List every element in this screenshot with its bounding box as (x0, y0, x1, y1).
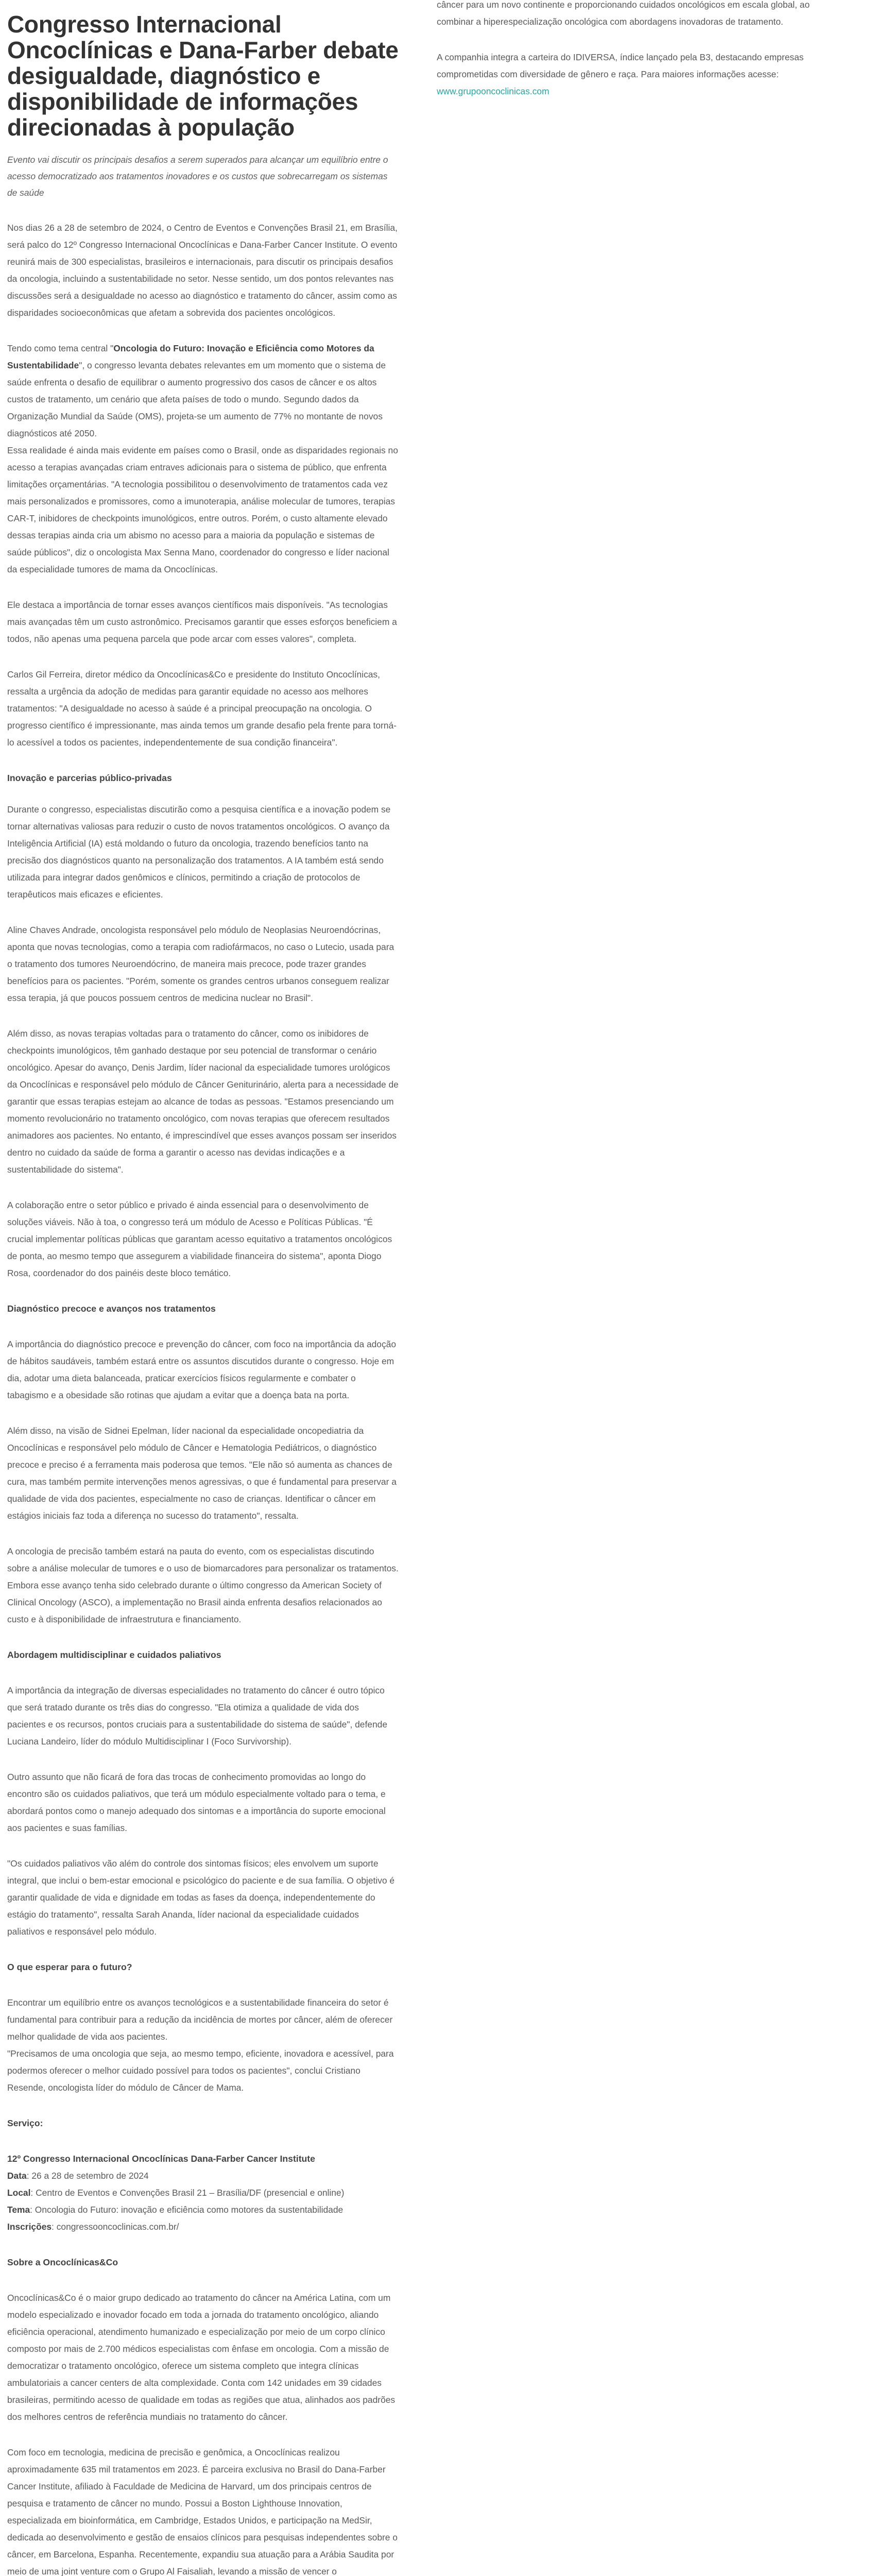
paragraph: Durante o congresso, especialistas discutirão como a pesquisa científica e a inovação podem se tornar alternativas valiosas para reduzir o custo de novos tratamentos oncológicos. O avanço da Inteligência Artificial (IA) está moldando o futuro da oncologia, trazendo benefícios tanto na precisão dos diagnósticos quanto na personalização dos tratamentos. A IA também está sendo utilizada para integrar dados genômicos e clínicos, permitindo a criação de protocolos de terapêuticos mais eficazes e eficientes. (7, 804, 391, 900)
section-heading: Diagnóstico precoce e avanços nos tratamentos (7, 1303, 216, 1314)
section-heading: Abordagem multidisciplinar e cuidados paliativos (7, 1650, 221, 1660)
event-date: Data: 26 a 28 de setembro de 2024 (7, 2171, 149, 2181)
event-theme: Tema: Oncologia do Futuro: inovação e eficiência como motores da sustentabilidade (7, 2205, 344, 2215)
paragraph: A companhia integra a carteira do IDIVERSA, índice lançado pela B3, destacando empresas comprometidas com diversidade de gênero e raça. Para maiores informações acesse: www.grupooncoclinicas.com (437, 52, 804, 96)
event-name: 12º Congresso Internacional Oncoclínicas Dana-Farber Cancer Institute (7, 2154, 315, 2164)
event-location: Local: Centro de Eventos e Convenções Brasil 21 – Brasília/DF (presencial e online) (7, 2188, 345, 2198)
paragraph: A oncologia de precisão também estará na pauta do evento, com os especialistas discutindo sobre a análise molecular de tumores e o uso de biomarcadores para personalizar os tratamentos. Embora esse avanço tenha sido celebrado durante o último congresso da American Society of Clinical Oncology (ASCO), a implementação no Brasil ainda enfrenta desafios relacionados ao custo e à disponibilidade de infraestrutura e financiamento. (7, 1546, 399, 1624)
section-heading: Sobre a Oncoclínicas&Co (7, 2257, 118, 2267)
service-info (7, 2150, 399, 2235)
paragraph: Oncoclínicas&Co é o maior grupo dedicado ao tratamento do câncer na América Latina, com um modelo especializado e inovador focado em toda a jornada do tratamento oncológico, aliando eficiência operacional, atendimento humanizado e especialização por meio de um corpo clínico composto por mais de 2.700 médicos especialistas com ênfase em oncologia. Com a missão de democratizar o tratamento oncológico, oferece um sistema completo que integra clínicas ambulatoriais a cancer centers de alta complexidade. Conta com 142 unidades em 39 cidades brasileiras, permitindo acesso de qualidade em todas as regiões que atua, alinhados aos padrões dos melhores centros de referência mundiais no tratamento do câncer. (7, 2293, 396, 2422)
paragraph: Carlos Gil Ferreira, diretor médico da Oncoclínicas&Co e presidente do Instituto Oncoclínicas, ressalta a urgência da adoção de medidas para garantir equidade no acesso aos melhores tratamentos: "A desigualdade no acesso à saúde é a principal preocupação na oncologia. O progresso científico é impressionante, mas ainda temos um grande desafio pela frente para torná-lo acessível a todos os pacientes, independentemente de sua condição financeira". (7, 669, 397, 748)
paragraph: câncer para um novo continente e proporcionando cuidados oncológicos em escala global, ao combinar a hiperespecialização oncológica com abordagens inovadoras de tratamento. (437, 0, 810, 27)
paragraph: Ele destaca a importância de tornar esses avanços científicos mais disponíveis. "As tecnologias mais avançadas têm um custo astronômico. Precisamos garantir que esses esforços beneficiem a todos, não apenas uma pequena parcela que pode arcar com esses valores", completa. (7, 600, 397, 644)
section-heading: O que esperar para o futuro? (7, 1962, 132, 1972)
paragraph: A colaboração entre o setor público e privado é ainda essencial para o desenvolvimento de soluções viáveis. Não à toa, o congresso terá um módulo de Acesso e Políticas Públicas. "É crucial implementar políticas públicas que garantam acesso equitativo a tratamentos oncológicos de ponta, ao mesmo tempo que assegurem a viabilidade financeira do sistema", aponta Diogo Rosa, coordenador do dos painéis deste bloco temático. (7, 1200, 392, 1278)
paragraph: "Os cuidados paliativos vão além do controle dos sintomas físicos; eles envolvem um suporte integral, que inclui o bem-estar emocional e psicológico do paciente e de sua família. O objetivo é garantir qualidade de vida e dignidade em todas as fases da doença, independentemente do estágio do tratamento", ressalta Sarah Ananda, líder nacional da especialidade cuidados paliativos e responsável pelo módulo. (7, 1858, 395, 1937)
paragraph: Tendo como tema central "Oncologia do Futuro: Inovação e Eficiência como Motores da Sustentabilidade", o congresso levanta debates relevantes em um momento que o sistema de saúde enfrenta o desafio de equilibrar o aumento progressivo dos casos de câncer e os altos custos de tratamento, um cenário que afeta países de todo o mundo. Segundo dados da Organização Mundial da Saúde (OMS), projeta-se um aumento de 77% no montante de novos diagnósticos até 2050. (7, 343, 386, 438)
section-heading: Serviço: (7, 2118, 43, 2128)
event-registration: Inscrições: congressooncoclinicas.com.br/ (7, 2222, 179, 2232)
central-theme: Oncologia do Futuro: Inovação e Eficiência como Motores da Sustentabilidade (7, 343, 374, 370)
article-right-column (437, 0, 833, 100)
paragraph: Além disso, na visão de Sidnei Epelman, líder nacional da especialidade oncopediatria da Oncoclínicas e responsável pelo módulo de Câncer e Hematologia Pediátricos, o diagnóstico precoce e preciso é a ferramenta mais poderosa que temos. "Ele não só aumenta as chances de cura, mas também permite intervenções menos agressivas, o que é fundamental para preservar a qualidade de vida dos pacientes, especialmente no caso de crianças. Identificar o câncer em estágios iniciais faz toda a diferença no sucesso do tratamento", ressalta. (7, 1426, 397, 1521)
article-lead: Evento vai discutir os principais desafios a serem superados para alcançar um equilíbrio entre o acesso democratizado aos tratamentos inovadores e os custos que sobrecarregam os sistemas de saúde (7, 155, 388, 198)
paragraph: Com foco em tecnologia, medicina de precisão e genômica, a Oncoclínicas realizou aproximadamente 635 mil tratamentos em 2023. É parceira exclusiva no Brasil do Dana-Farber Cancer Institute, afiliado à Faculdade de Medicina de Harvard, um dos principais centros de pesquisa e tratamento de câncer no mundo. Possui a Boston Lighthouse Innovation, especializada em bioinformática, em Cambridge, Estados Unidos, e participação na MedSir, dedicada ao desenvolvimento e gestão de ensaios clínicos para pesquisas independentes sobre o câncer, em Barcelona, Espanha. Recentemente, expandiu sua atuação para a Arábia Saudita por meio de uma joint venture com o Grupo Al Faisaliah, levando a missão de vencer o (7, 2447, 398, 2576)
paragraph: Essa realidade é ainda mais evidente em países como o Brasil, onde as disparidades regionais no acesso a terapias avançadas criam entraves adicionais para o sistema de público, que enfrenta limitações orçamentárias. "A tecnologia possibilitou o desenvolvimento de tratamentos cada vez mais personalizados e promissores, como a imunoterapia, análise molecular de tumores, terapias CAR-T, inibidores de checkpoints imunológicos, entre outros. Porém, o custo altamente elevado dessas terapias ainda cria um abismo no acesso para a maioria da população e sistemas de saúde públicos", diz o oncologista Max Senna Mano, coordenador do congresso e líder nacional da especialidade tumores de mama da Oncoclínicas. (7, 445, 398, 574)
section-heading: Inovação e parcerias público-privadas (7, 773, 172, 783)
paragraph: Nos dias 26 a 28 de setembro de 2024, o Centro de Eventos e Convenções Brasil 21, em Brasília, será palco do 12º Congresso Internacional Oncoclínicas e Dana-Farber Cancer Institute. O evento reunirá mais de 300 especialistas, brasileiros e internacionais, para discutir os principais desafios da oncologia, incluindo a sustentabilidade no setor. Nesse sentido, um dos pontos relevantes nas discussões será a desigualdade no acesso ao diagnóstico e tratamento do câncer, assim como as disparidades socioeconômicas que afetam a sobrevida dos pacientes oncológicos. (7, 223, 398, 318)
paragraph: Aline Chaves Andrade, oncologista responsável pelo módulo de Neoplasias Neuroendócrinas, aponta que novas tecnologias, como a terapia com radiofármacos, no caso o Lutecio, usada para o tratamento dos tumores Neuroendócrino, de maneira mais precoce, pode trazer grandes benefícios para os pacientes. "Porém, somente os grandes centros urbanos conseguem realizar essa terapia, já que poucos possuem centros de medicina nuclear no Brasil". (7, 925, 394, 1003)
paragraph: Além disso, as novas terapias voltadas para o tratamento do câncer, como os inibidores de checkpoints imunológicos, têm ganhado destaque por seu potencial de transformar o cenário oncológico. Apesar do avanço, Denis Jardim, líder nacional da especialidade tumores urológicos da Oncoclínicas e responsável pelo módulo de Câncer Geniturinário, alerta para a necessidade de garantir que essas terapias estejam ao alcance de todas as pessoas. "Estamos presenciando um momento revolucionário no tratamento oncológico, com novas terapias que oferecem resultados animadores aos pacientes. No entanto, é imprescindível que esses avanços possam ser inseridos dentro no cuidado da saúde de forma a garantir o acesso nas devidas indicações e a sustentabilidade do sistema". (7, 1028, 399, 1175)
paragraph: Encontrar um equilíbrio entre os avanços tecnológicos e a sustentabilidade financeira do setor é fundamental para contribuir para a redução da incidência de mortes por câncer, além de oferecer melhor qualidade de vida aos pacientes. (7, 1997, 393, 2042)
company-website-link[interactable]: www.grupooncoclinicas.com (437, 86, 550, 96)
paragraph: A importância da integração de diversas especialidades no tratamento do câncer é outro tópico que será tratado durante os três dias do congresso. "Ela otimiza a qualidade de vida dos pacientes e os recursos, pontos cruciais para a sustentabilidade do sistema de saúde", defende Luciana Landeiro, líder do módulo Multidisciplinar I (Foco Survivorship). (7, 1685, 387, 1747)
article-left-column (7, 0, 399, 2576)
paragraph: A importância do diagnóstico precoce e prevenção do câncer, com foco na importância da adoção de hábitos saudáveis, também estará entre os assuntos discutidos durante o congresso. Hoje em dia, adotar uma dieta balanceada, praticar exercícios físicos regularmente e combater o tabagismo e a obesidade são rotinas que ajudam a evitar que a doença bata na porta. (7, 1339, 397, 1400)
paragraph: "Precisamos de uma oncologia que seja, ao mesmo tempo, eficiente, inovadora e acessível, para podermos oferecer o melhor cuidado possível para todos os pacientes", conclui Cristiano Resende, oncologista líder do módulo de Câncer de Mama. (7, 2048, 394, 2093)
article-title: Congresso Internacional Oncoclínicas e Dana-Farber debate desigualdade, diagnóstico e disponibilidade de informações direcionadas à população (7, 11, 399, 141)
paragraph: Outro assunto que não ficará de fora das trocas de conhecimento promovidas ao longo do encontro são os cuidados paliativos, que terá um módulo especialmente voltado para o tema, e abordará pontos como o manejo adequado dos sintomas e a importância do suporte emocional aos pacientes e suas famílias. (7, 1772, 386, 1833)
